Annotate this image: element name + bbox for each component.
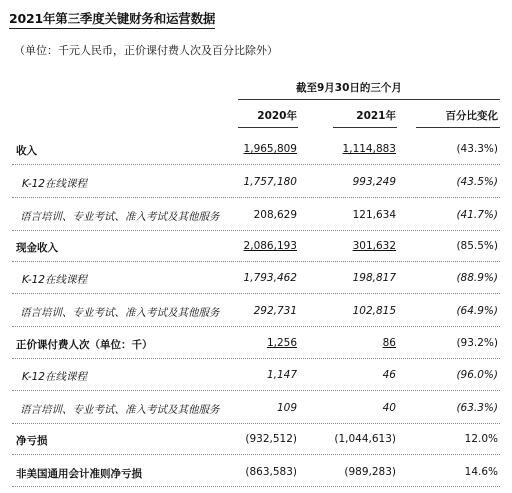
row-divider xyxy=(12,230,500,231)
row-divider xyxy=(12,197,500,198)
value-2021: 198,817 xyxy=(352,272,396,284)
value-2020: 1,147 xyxy=(266,369,297,381)
value-change: (63.3%) xyxy=(456,402,498,414)
value-change: 14.6% xyxy=(464,466,498,478)
value-2021: 46 xyxy=(382,369,396,381)
table-row xyxy=(0,305,512,321)
value-2020: 292,731 xyxy=(253,305,297,317)
row-label: 净亏损 xyxy=(16,435,48,447)
value-2020: (932,512) xyxy=(245,433,297,445)
value-change: (41.7%) xyxy=(456,209,498,221)
header-rule-top xyxy=(238,99,500,100)
row-divider xyxy=(12,261,500,262)
row-divider xyxy=(12,486,500,487)
header-rule-2020 xyxy=(238,127,298,128)
row-label: 语言培训、专业考试、准入考试及其他服务 xyxy=(20,307,220,319)
row-divider xyxy=(12,390,500,391)
value-2021: 1,114,883 xyxy=(342,143,396,155)
table-row xyxy=(0,402,512,418)
header-rule-change xyxy=(416,127,500,128)
value-change: (64.9%) xyxy=(456,305,498,317)
table-row xyxy=(0,240,512,256)
row-divider xyxy=(12,164,500,165)
row-label: 现金收入 xyxy=(16,242,58,254)
value-change: (88.9%) xyxy=(456,272,498,284)
row-label: K-12在线课程 xyxy=(22,274,87,286)
row-divider xyxy=(12,358,500,359)
value-2020: 109 xyxy=(276,402,297,414)
value-2020: 1,965,809 xyxy=(243,143,297,155)
table-row xyxy=(0,337,512,353)
table-row xyxy=(0,209,512,225)
value-2021: 993,249 xyxy=(352,176,396,188)
row-label: 非美国通用会计准则净亏损 xyxy=(16,468,142,480)
row-label: K-12在线课程 xyxy=(22,178,87,190)
value-2021: 301,632 xyxy=(352,240,396,252)
value-change: (43.3%) xyxy=(456,143,498,155)
value-2020: 1,757,180 xyxy=(243,176,297,188)
table-row xyxy=(0,369,512,385)
column-header-2020: 2020年 xyxy=(257,110,297,122)
table-row xyxy=(0,143,512,159)
period-header: 截至9月30日的三个月 xyxy=(296,82,402,94)
row-label: 收入 xyxy=(16,145,37,157)
header-rule-2021 xyxy=(333,127,397,128)
row-label: K-12在线课程 xyxy=(22,371,87,383)
value-2020: 1,793,462 xyxy=(243,272,297,284)
table-row xyxy=(0,272,512,288)
value-2021: 86 xyxy=(382,337,396,349)
value-2021: 121,634 xyxy=(352,209,396,221)
table-row xyxy=(0,433,512,449)
row-label: 正价课付费人次（单位：千） xyxy=(16,339,153,351)
value-2021: 102,815 xyxy=(352,305,396,317)
value-change: 12.0% xyxy=(464,433,498,445)
units-note: （单位：千元人民币，正价课付费人次及百分比除外） xyxy=(14,44,278,57)
value-2021: (1,044,613) xyxy=(334,433,396,445)
table-row xyxy=(0,176,512,192)
column-header-change: 百分比变化 xyxy=(445,110,498,122)
value-2021: (989,283) xyxy=(344,466,396,478)
value-change: (93.2%) xyxy=(456,337,498,349)
value-2021: 40 xyxy=(382,402,396,414)
value-2020: 2,086,193 xyxy=(243,240,297,252)
row-divider xyxy=(12,423,500,424)
value-change: (43.5%) xyxy=(456,176,498,188)
value-2020: 1,256 xyxy=(266,337,297,349)
value-2020: 208,629 xyxy=(253,209,297,221)
page-title: 2021年第三季度关键财务和运营数据 xyxy=(9,9,215,29)
value-change: (85.5%) xyxy=(456,240,498,252)
row-divider xyxy=(12,293,500,294)
value-2020: (863,583) xyxy=(245,466,297,478)
table-row xyxy=(0,466,512,482)
row-divider xyxy=(12,454,500,455)
row-divider xyxy=(12,326,500,327)
row-label: 语言培训、专业考试、准入考试及其他服务 xyxy=(20,404,220,416)
row-label: 语言培训、专业考试、准入考试及其他服务 xyxy=(20,211,220,223)
value-change: (96.0%) xyxy=(456,369,498,381)
column-header-2021: 2021年 xyxy=(356,110,396,122)
